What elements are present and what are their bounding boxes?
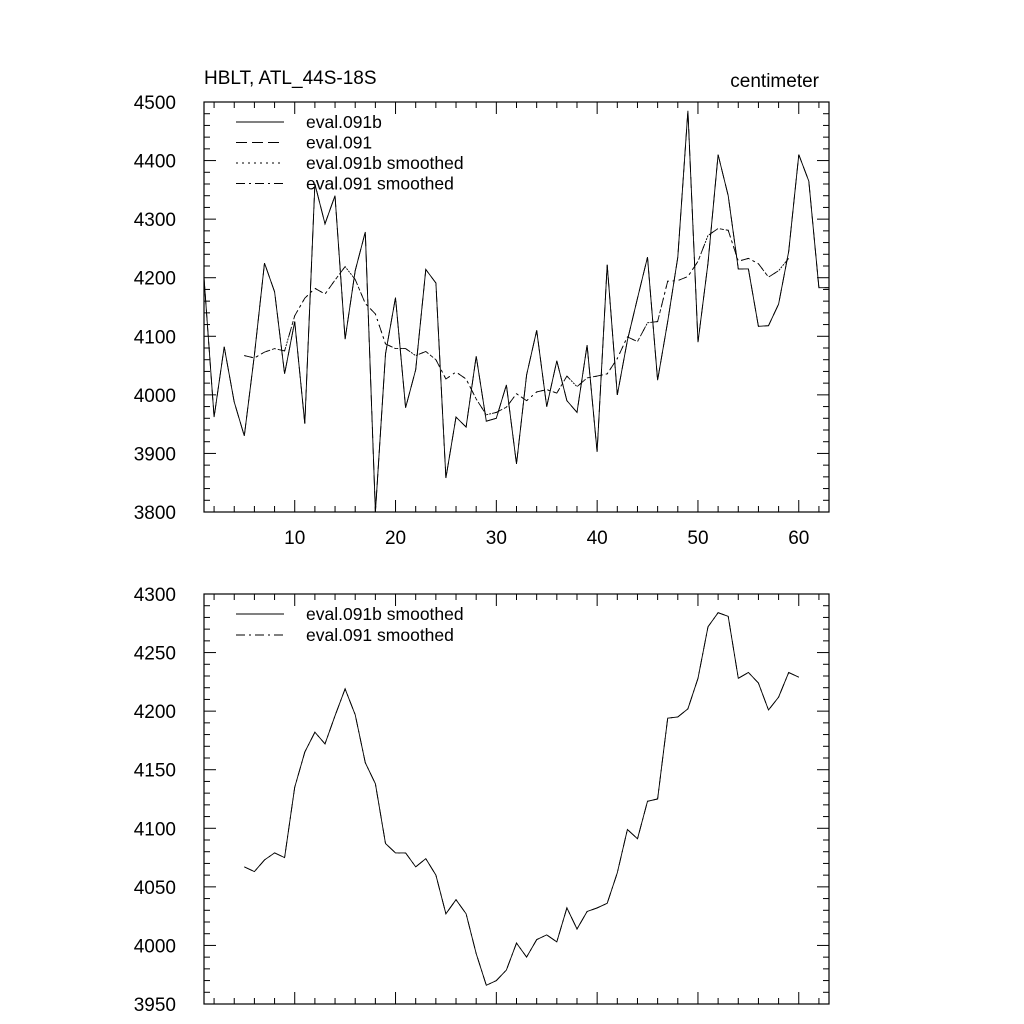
y-tick-label: 3800 xyxy=(133,503,176,524)
series-line-3 xyxy=(244,229,788,415)
y-tick-label: 3950 xyxy=(133,995,176,1016)
top-panel xyxy=(134,68,829,549)
x-tick-label: 50 xyxy=(687,528,709,549)
x-tick-label: 10 xyxy=(284,528,306,549)
x-tick-label: 40 xyxy=(586,528,608,549)
series-line-1 xyxy=(204,111,829,512)
y-tick-label: 4250 xyxy=(133,643,176,665)
y-tick-label: 3900 xyxy=(133,444,176,466)
x-tick-label: 20 xyxy=(384,528,407,549)
legend-label: eval.091 smoothed xyxy=(306,625,454,645)
top-panel-units: centimeter xyxy=(730,71,819,92)
bottom-panel xyxy=(134,585,829,1016)
plot-area xyxy=(244,613,799,986)
top-panel-title: HBLT, ATL_44S-18S xyxy=(204,68,377,89)
y-tick-label: 4150 xyxy=(133,760,176,782)
series-line-2 xyxy=(244,613,799,986)
y-tick-label: 4100 xyxy=(133,819,176,841)
y-tick-label: 4300 xyxy=(133,210,176,232)
y-tick-label: 4500 xyxy=(133,93,176,114)
legend-label: eval.091b xyxy=(306,112,382,132)
series-line-1 xyxy=(244,613,799,986)
legend-label: eval.091b smoothed xyxy=(306,604,464,624)
y-tick-label: 4000 xyxy=(133,385,176,407)
plot-area xyxy=(204,111,829,512)
legend xyxy=(236,604,464,645)
y-tick-label: 4100 xyxy=(133,327,176,349)
y-tick-label: 4200 xyxy=(133,268,176,290)
y-tick-label: 4300 xyxy=(133,585,176,606)
legend-label: eval.091 smoothed xyxy=(306,173,454,194)
y-tick-label: 4400 xyxy=(133,151,176,173)
series-line-4 xyxy=(244,229,788,415)
plot-frame xyxy=(204,102,829,512)
x-tick-label: 60 xyxy=(788,528,810,549)
series-line-2 xyxy=(204,111,829,512)
legend-label: eval.091b smoothed xyxy=(306,153,464,173)
y-tick-label: 4000 xyxy=(133,936,176,958)
y-tick-label: 4200 xyxy=(133,702,176,724)
y-tick-label: 4050 xyxy=(133,877,176,899)
x-tick-label: 30 xyxy=(485,528,507,549)
legend xyxy=(236,112,464,194)
legend-label: eval.091 xyxy=(306,132,373,153)
